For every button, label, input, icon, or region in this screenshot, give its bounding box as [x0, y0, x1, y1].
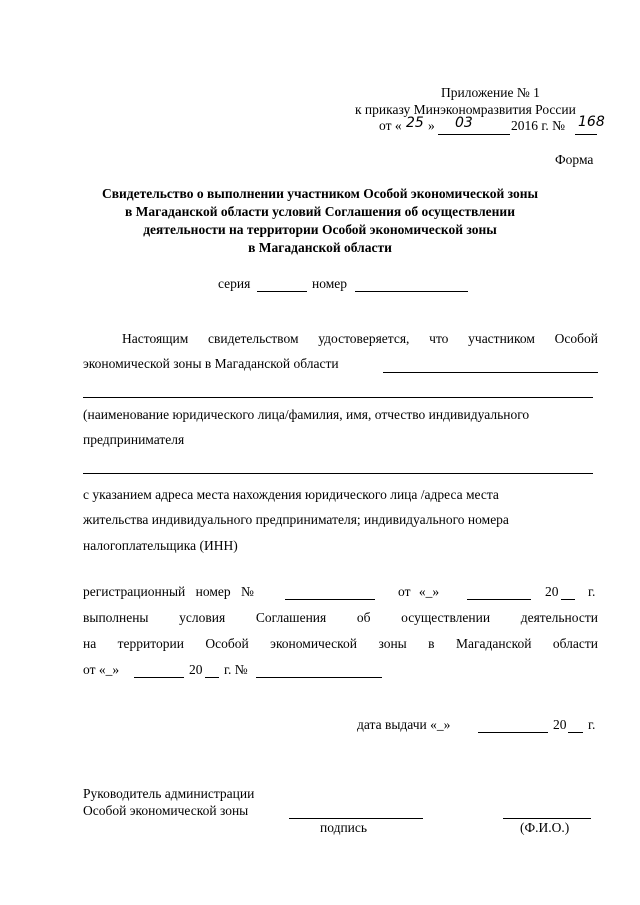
order-number-line — [575, 134, 597, 135]
signature-line — [289, 818, 423, 819]
title-line-3: деятельности на территории Особой экономической зоны — [143, 222, 497, 237]
order-date-quote: » — [428, 118, 435, 133]
conditions-line: выполнены условия Соглашения об осуществлении деятельности — [83, 610, 598, 625]
series-line — [257, 291, 307, 292]
agreement-number-label: г. № — [224, 662, 248, 677]
note-address-line-1: с указанием адреса места нахождения юридического лица /адреса места — [83, 487, 499, 502]
signatory-role-line-1: Руководитель администрации — [83, 786, 255, 801]
note-name-line-1: (наименование юридического лица/фамилия, имя, отчество индивидуального — [83, 407, 530, 422]
title-line-4: в Магаданской области — [248, 240, 392, 255]
signatory-role-line-2: Особой экономической зоны — [83, 803, 249, 818]
title-line-1: Свидетельство о выполнении участником Особой экономической зоны — [101, 186, 539, 201]
issue-date-line — [478, 732, 548, 733]
registration-year: 20 — [545, 584, 559, 599]
registration-number-line — [285, 599, 375, 600]
agreement-number-line — [256, 677, 382, 678]
issue-date-label: дата выдачи «_» — [357, 717, 451, 732]
territory-line: на территории Особой экономической зоны в Магаданской области — [83, 636, 598, 651]
order-date-prefix: от « — [379, 118, 402, 133]
address-line — [83, 473, 593, 474]
note-name-line-2: предпринимателя — [83, 432, 185, 447]
issue-date-g: г. — [588, 717, 596, 732]
registration-year-line — [561, 599, 575, 600]
form-label: Форма — [555, 152, 594, 167]
agreement-date-line — [134, 677, 184, 678]
full-name-line — [503, 818, 591, 819]
order-date-day: 25 — [406, 115, 424, 131]
number-label: номер — [312, 276, 348, 291]
appendix-label: Приложение № 1 — [441, 85, 540, 100]
participant-line-1 — [383, 372, 598, 373]
issue-date-year: 20 — [553, 717, 567, 732]
order-date-month: 03 — [455, 115, 473, 131]
title-line-2: в Магаданской области условий Соглашения об осуществлении — [125, 204, 515, 219]
note-address-line-2: жительства индивидуального предпринимателя; индивидуального номера — [83, 512, 509, 527]
full-name-caption: (Ф.И.О.) — [520, 820, 570, 835]
participant-line-2 — [83, 397, 593, 398]
series-label: серия — [218, 276, 251, 291]
order-month-line — [438, 134, 510, 135]
order-number: 168 — [578, 114, 605, 130]
registration-g: г. — [588, 584, 596, 599]
signature-caption: подпись — [320, 820, 368, 835]
registration-date-line — [467, 599, 531, 600]
order-reference: к приказу Минэкономразвития России — [355, 102, 576, 117]
issue-date-year-line — [568, 732, 583, 733]
note-address-line-3: налогоплательщика (ИНН) — [83, 538, 238, 553]
registration-label: регистрационный номер № — [83, 584, 254, 599]
registration-from: от «_» — [398, 584, 440, 599]
paragraph-line-2: экономической зоны в Магаданской области — [83, 356, 339, 371]
order-date-year: 2016 г. № — [511, 118, 566, 133]
agreement-year-line — [205, 677, 219, 678]
agreement-year: 20 — [189, 662, 203, 677]
number-line — [355, 291, 468, 292]
agreement-from: от «_» — [83, 662, 120, 677]
paragraph-line-1: Настоящим свидетельством удостоверяется, что участником Особой — [122, 331, 598, 346]
